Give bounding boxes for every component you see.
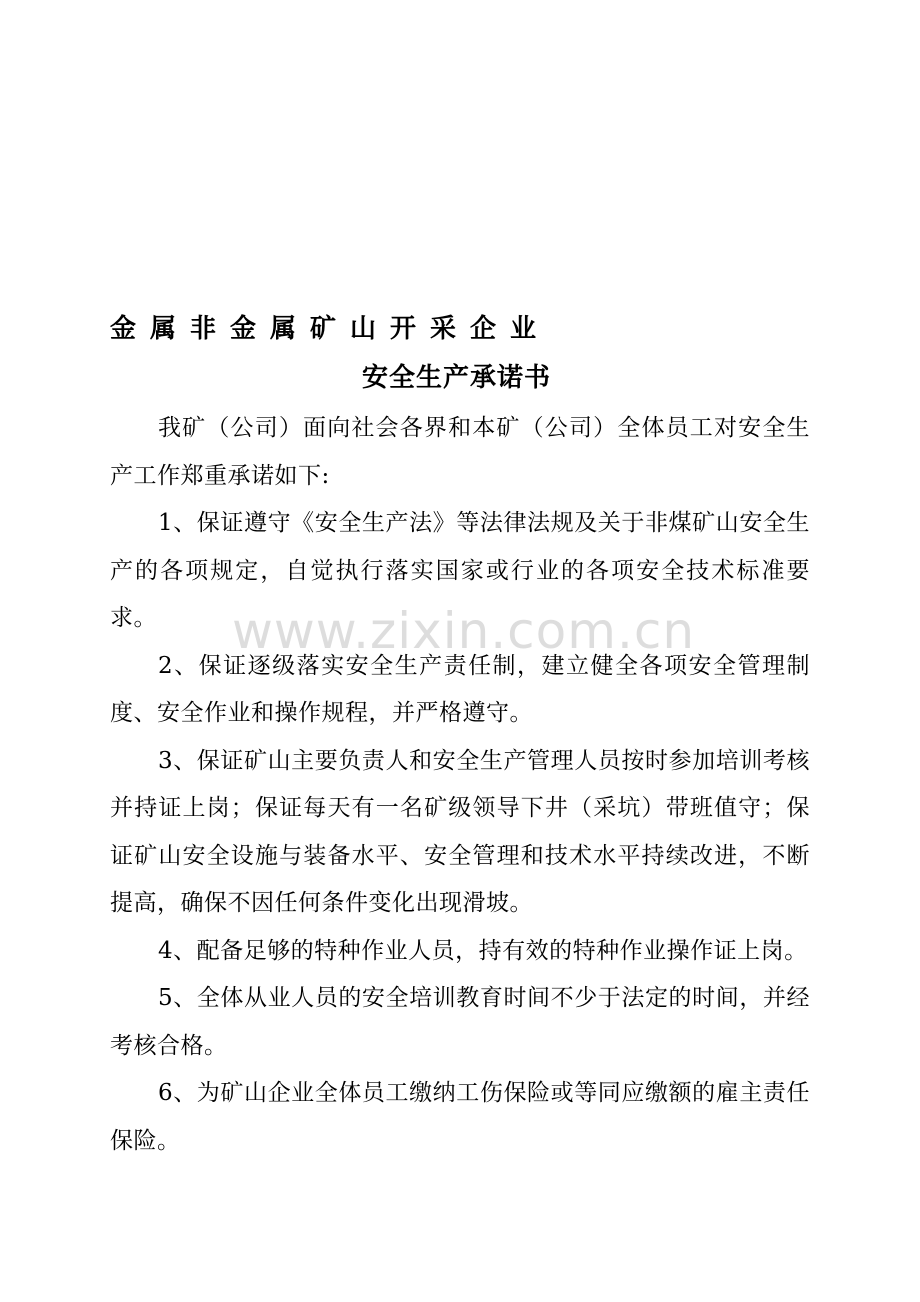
commitment-2: 2、保证逐级落实安全生产责任制，建立健全各项安全管理制度、安全作业和操作规程，并严格遵守。: [110, 652, 810, 726]
commitment-4: 4、配备足够的特种作业人员，持有效的特种作业操作证上岗。: [158, 937, 808, 964]
commitment-5: 5、全体从业人员的安全培训教育时间不少于法定的时间，并经考核合格。: [110, 985, 810, 1059]
commitment-6: 6、为矿山企业全体员工缴纳工伤保险或等同应缴额的雇主责任保险。: [110, 1080, 810, 1154]
document-body: [110, 405, 810, 1165]
watermark: www.zixin.com.cn: [232, 602, 696, 660]
commitment-3: 3、保证矿山主要负责人和安全生产管理人员按时参加培训考核并持证上岗；保证每天有一名矿级领导下井（采坑）带班值守；保证矿山安全设施与装备水平、安全管理和技术水平持续改进，不断提高，确保不因任何条件变化出现滑坡。: [110, 747, 810, 916]
intro-paragraph: 我矿（公司）面向社会各界和本矿（公司）全体员工对安全生产工作郑重承诺如下:: [110, 415, 810, 489]
commitment-1: 1、保证遵守《安全生产法》等法律法规及关于非煤矿山安全生产的各项规定，自觉执行落实国家或行业的各项安全技术标准要求。: [110, 510, 810, 631]
document-subtitle: 安全生产承诺书: [362, 363, 552, 393]
document-title: 金属非金属矿山开采企业: [110, 314, 551, 344]
